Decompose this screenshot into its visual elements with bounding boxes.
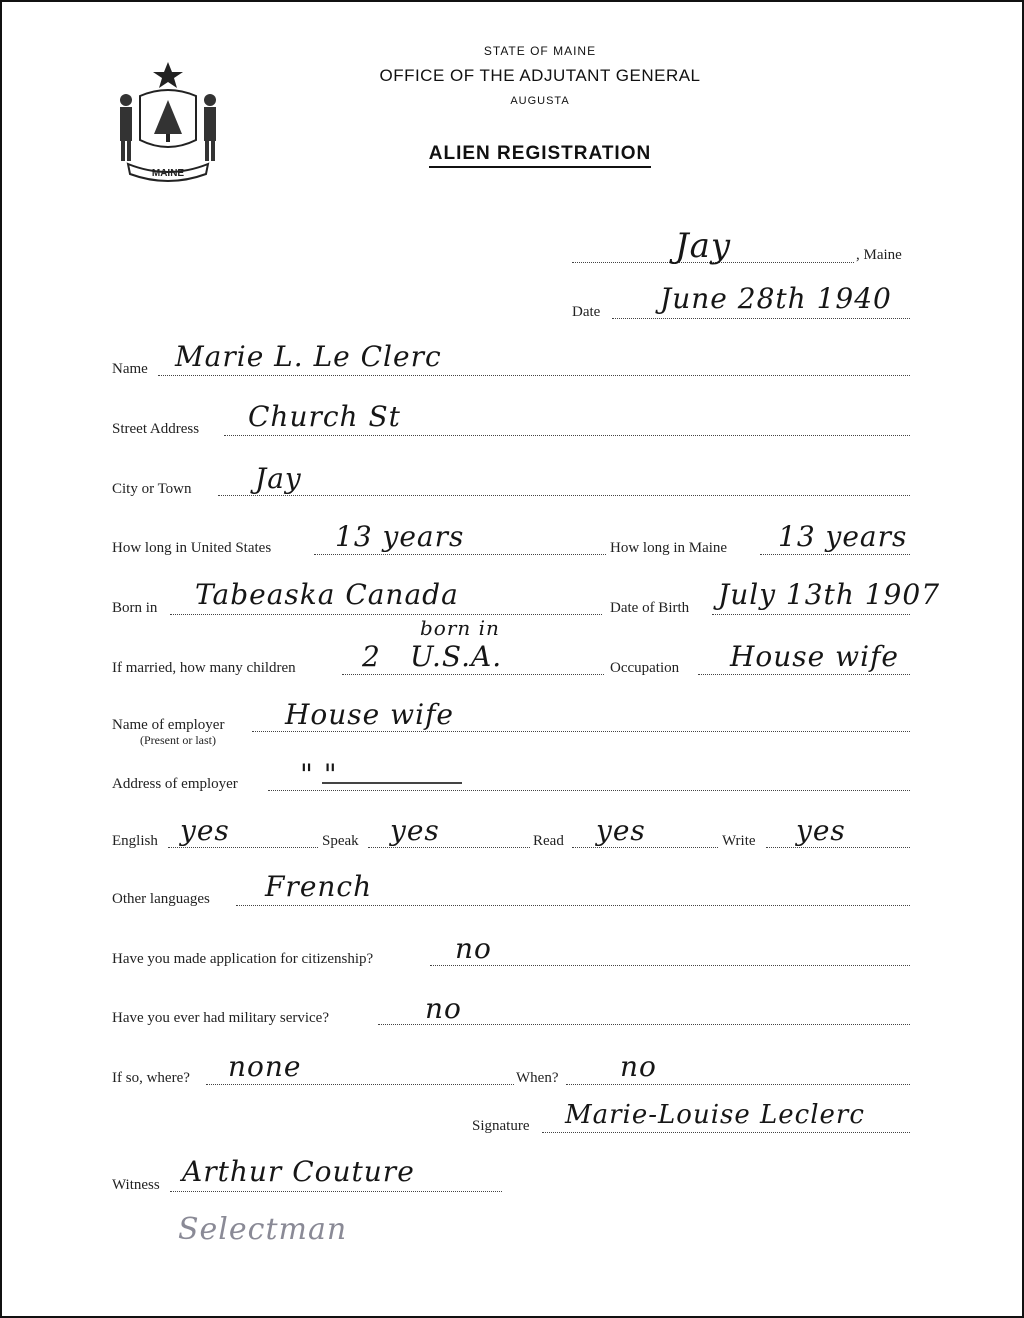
- witness-label: Witness: [112, 1177, 160, 1193]
- write-label: Write: [722, 833, 756, 849]
- when-line: [566, 1084, 910, 1085]
- other-languages-line: [236, 905, 910, 906]
- form-title: ALIEN REGISTRATION: [300, 143, 780, 165]
- how-long-maine-line: [760, 554, 910, 555]
- born-in-entry: Tabeaska Canada: [195, 578, 459, 611]
- how-long-us-entry: 13 years: [335, 520, 465, 553]
- children-place: U.S.A.: [410, 640, 503, 673]
- name-label: Name: [112, 361, 148, 377]
- employer-address-label: Address of employer: [112, 776, 238, 792]
- dob-line: [712, 614, 910, 615]
- how-long-us-line: [314, 554, 606, 555]
- employer-note: (Present or last): [140, 733, 216, 747]
- witness-line: [170, 1191, 502, 1192]
- english-label: English: [112, 833, 158, 849]
- when-entry: no: [620, 1050, 657, 1083]
- occupation-label: Occupation: [610, 660, 680, 676]
- read-entry: yes: [596, 814, 646, 847]
- street-line: [224, 435, 910, 436]
- employer-address-line: [268, 790, 910, 791]
- header-office: OFFICE OF THE ADJUTANT GENERAL: [379, 66, 701, 85]
- name-line: [158, 375, 910, 376]
- street-entry: Church St: [248, 400, 401, 433]
- write-line: [766, 847, 910, 848]
- where-line: [206, 1084, 514, 1085]
- military-label: Have you ever had military service?: [112, 1010, 329, 1026]
- children-line: [342, 674, 604, 675]
- employer-name-label: Name of employer: [112, 717, 225, 733]
- born-in-line: [170, 614, 602, 615]
- speak-label: Speak: [322, 833, 359, 849]
- employer-name-entry: House wife: [285, 698, 455, 731]
- born-in-label: Born in: [112, 600, 158, 616]
- town-entry: Jay: [675, 226, 732, 266]
- read-line: [572, 847, 718, 848]
- header-state: STATE OF MAINE: [483, 44, 597, 58]
- date-entry: June 28th 1940: [660, 282, 892, 315]
- dob-label: Date of Birth: [610, 600, 690, 616]
- citizenship-label: Have you made application for citizenship?: [112, 951, 374, 967]
- dob-entry: July 13th 1907: [718, 578, 941, 611]
- occupation-line: [698, 674, 910, 675]
- state-seal-icon: [110, 56, 226, 184]
- witness-entry: Arthur Couture: [182, 1155, 415, 1188]
- children-entry: 2: [362, 640, 381, 673]
- employer-name-line: [252, 731, 910, 732]
- name-entry: Marie L. Le Clerc: [175, 340, 442, 373]
- citizenship-line: [430, 965, 910, 966]
- when-label: When?: [516, 1070, 559, 1086]
- street-label: Street Address: [112, 421, 200, 437]
- ditto-flourish: [322, 782, 462, 784]
- signature-entry: Marie-Louise Leclerc: [565, 1100, 865, 1130]
- city-line: [218, 495, 910, 496]
- speak-entry: yes: [390, 814, 440, 847]
- children-note: born in: [420, 616, 500, 640]
- witness-title: Selectman: [178, 1212, 348, 1247]
- write-entry: yes: [796, 814, 846, 847]
- citizenship-entry: no: [455, 932, 492, 965]
- header-city: AUGUSTA: [510, 95, 570, 107]
- other-languages-label: Other languages: [112, 891, 210, 907]
- date-label: Date: [572, 304, 601, 320]
- children-label: If married, how many children: [112, 660, 296, 676]
- english-line: [168, 847, 318, 848]
- occupation-entry: House wife: [730, 640, 900, 673]
- how-long-maine-entry: 13 years: [778, 520, 908, 553]
- signature-line: [542, 1132, 910, 1133]
- english-entry: yes: [180, 814, 230, 847]
- seal-banner-text: MAINE: [151, 168, 185, 179]
- how-long-maine-label: How long in Maine: [610, 540, 728, 556]
- city-label: City or Town: [112, 481, 192, 497]
- how-long-us-label: How long in United States: [112, 540, 272, 556]
- employer-address-entry: " ": [300, 758, 338, 791]
- city-entry: Jay: [255, 462, 302, 495]
- other-languages-entry: French: [265, 870, 373, 903]
- military-entry: no: [425, 992, 462, 1025]
- read-label: Read: [533, 833, 564, 849]
- maine-label: , Maine: [856, 247, 902, 263]
- date-line: [612, 318, 910, 319]
- where-label: If so, where?: [112, 1070, 190, 1086]
- signature-label: Signature: [472, 1118, 530, 1134]
- where-entry: none: [228, 1050, 302, 1083]
- speak-line: [368, 847, 530, 848]
